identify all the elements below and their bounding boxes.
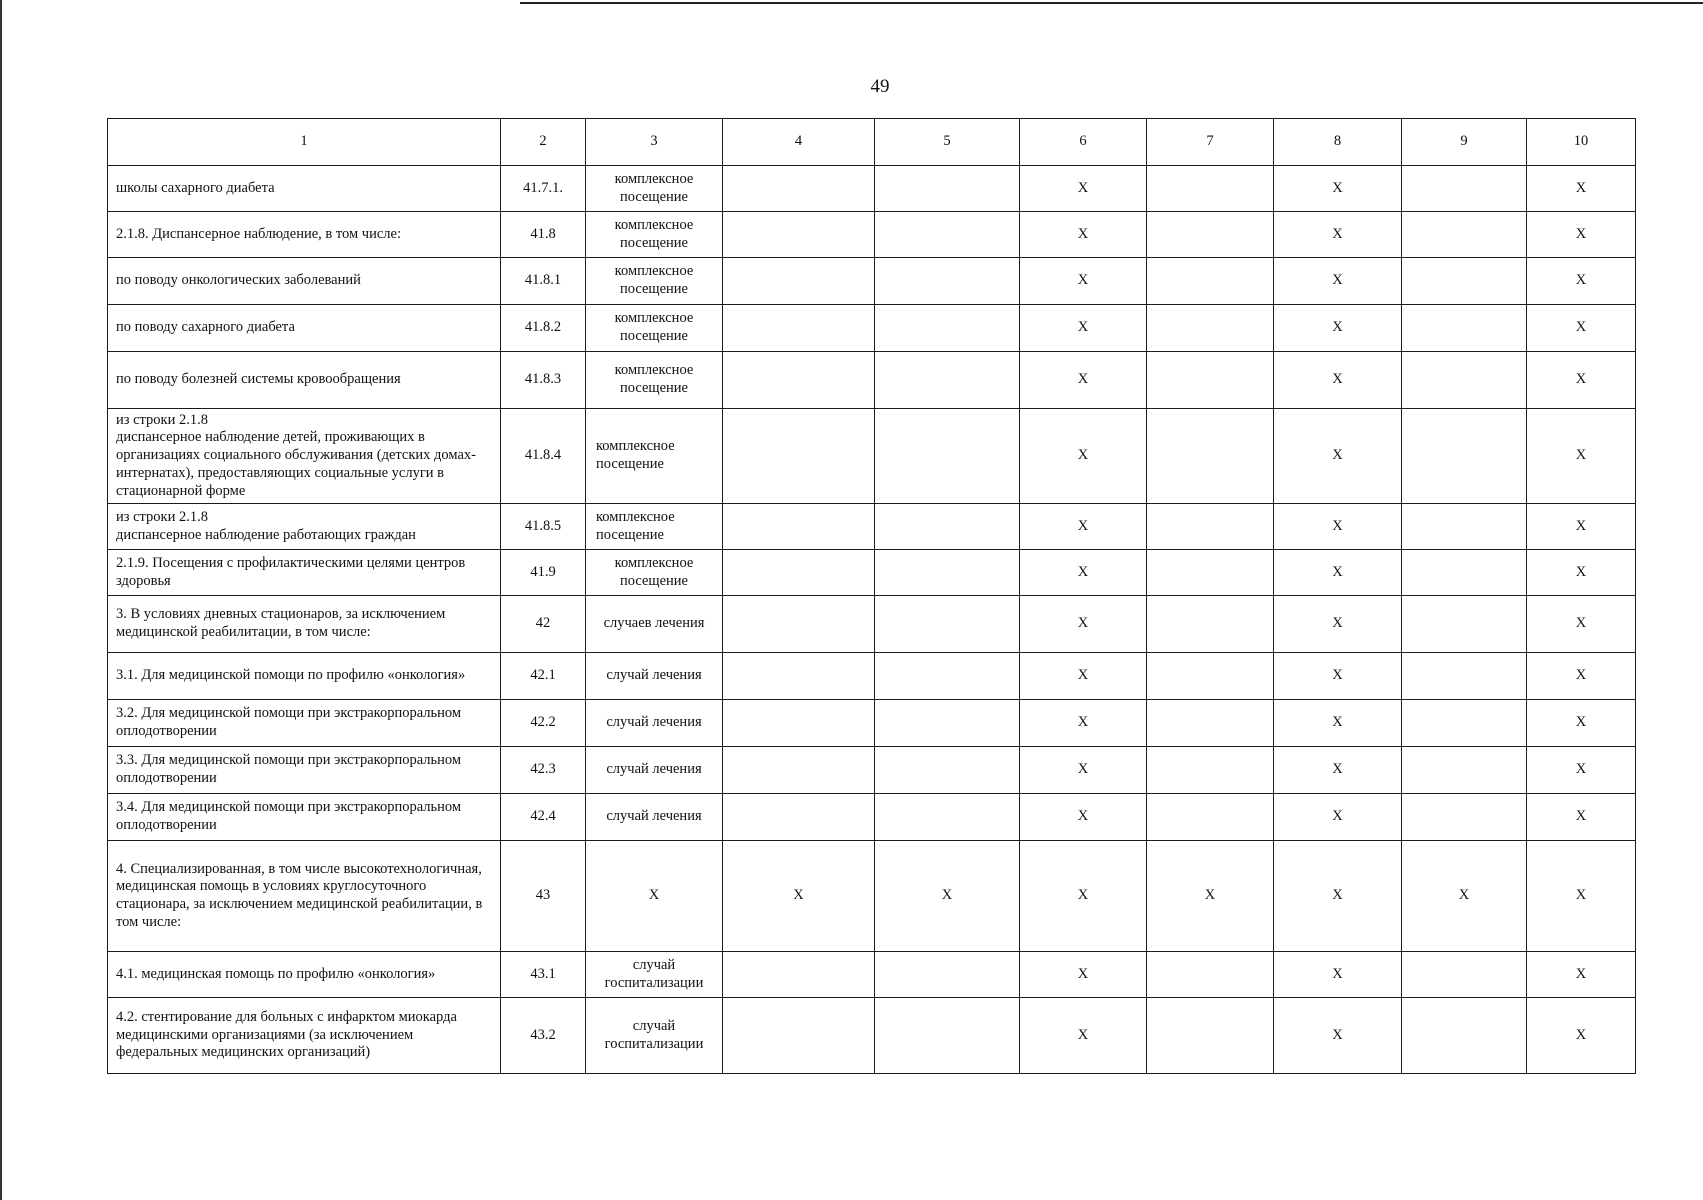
- table-row: [108, 166, 1636, 212]
- row-value-cell: X: [1274, 794, 1402, 841]
- row-value-cell: [1147, 794, 1274, 841]
- row-value-cell: [1402, 166, 1527, 212]
- row-value-cell: [1402, 998, 1527, 1074]
- row-value-cell: X: [1020, 352, 1147, 409]
- row-value-cell: X: [1527, 212, 1636, 258]
- row-unit-cell: случай лечения: [586, 747, 723, 794]
- table-row: [108, 212, 1636, 258]
- row-name-cell: 3. В условиях дневных стационаров, за исключением медицинской реабилитации, в том числе:: [108, 596, 501, 653]
- row-unit-cell: комплексное посещение: [586, 258, 723, 305]
- row-value-cell: [723, 504, 875, 550]
- row-value-cell: X: [1527, 550, 1636, 596]
- row-value-cell: X: [1020, 212, 1147, 258]
- row-value-cell: [1402, 305, 1527, 352]
- row-value-cell: X: [1020, 653, 1147, 700]
- row-value-cell: [1402, 952, 1527, 998]
- row-code-cell: 41.8.3: [501, 352, 586, 409]
- row-value-cell: X: [1020, 258, 1147, 305]
- row-value-cell: [1402, 212, 1527, 258]
- row-value-cell: [723, 212, 875, 258]
- row-value-cell: X: [1527, 841, 1636, 952]
- row-unit-cell: случай госпитализации: [586, 952, 723, 998]
- row-value-cell: [1402, 794, 1527, 841]
- row-code-cell: 42: [501, 596, 586, 653]
- row-name-cell: 4.1. медицинская помощь по профилю «онкология»: [108, 952, 501, 998]
- row-unit-cell: случай лечения: [586, 653, 723, 700]
- row-value-cell: [1147, 305, 1274, 352]
- row-value-cell: [723, 352, 875, 409]
- row-value-cell: X: [1020, 747, 1147, 794]
- row-name-cell: по поводу болезней системы кровообращения: [108, 352, 501, 409]
- row-value-cell: X: [1274, 998, 1402, 1074]
- row-value-cell: [1147, 212, 1274, 258]
- row-unit-cell: случай госпитализации: [586, 998, 723, 1074]
- row-unit-cell: комплексное посещение: [586, 212, 723, 258]
- row-value-cell: X: [1527, 952, 1636, 998]
- table-row: [108, 550, 1636, 596]
- row-value-cell: [875, 596, 1020, 653]
- row-value-cell: [1147, 998, 1274, 1074]
- row-name-cell: 4.2. стентирование для больных с инфарктом миокарда медицинскими организациями (за исключением федеральных медицинских организаций): [108, 998, 501, 1074]
- row-unit-cell: X: [586, 841, 723, 952]
- row-code-cell: 43.1: [501, 952, 586, 998]
- row-value-cell: X: [1402, 841, 1527, 952]
- row-value-cell: [1402, 352, 1527, 409]
- row-name-cell: 2.1.9. Посещения с профилактическими целями центров здоровья: [108, 550, 501, 596]
- header-cell: 1: [108, 119, 501, 166]
- data-table: [107, 118, 1636, 1074]
- row-value-cell: X: [1527, 794, 1636, 841]
- row-value-cell: [875, 550, 1020, 596]
- row-value-cell: X: [1527, 747, 1636, 794]
- row-value-cell: [875, 952, 1020, 998]
- row-value-cell: X: [1527, 409, 1636, 504]
- table-row: [108, 258, 1636, 305]
- header-cell: 3: [586, 119, 723, 166]
- row-value-cell: X: [1020, 504, 1147, 550]
- row-value-cell: X: [1527, 504, 1636, 550]
- table-row: [108, 952, 1636, 998]
- header-cell: 4: [723, 119, 875, 166]
- row-unit-cell: комплексное посещение: [586, 504, 723, 550]
- row-value-cell: [1402, 258, 1527, 305]
- table-row: [108, 305, 1636, 352]
- row-value-cell: X: [1020, 794, 1147, 841]
- row-value-cell: X: [1527, 653, 1636, 700]
- row-code-cell: 42.4: [501, 794, 586, 841]
- row-name-cell: из строки 2.1.8 диспансерное наблюдение детей, проживающих в организациях социального обслуживания (детских домах-интернатах), предоставляющих социальные услуги в стационарной форме: [108, 409, 501, 504]
- row-value-cell: X: [875, 841, 1020, 952]
- row-value-cell: [875, 747, 1020, 794]
- row-code-cell: 41.8: [501, 212, 586, 258]
- row-value-cell: [875, 700, 1020, 747]
- row-value-cell: [1147, 653, 1274, 700]
- row-value-cell: X: [1274, 504, 1402, 550]
- table-row: [108, 747, 1636, 794]
- row-name-cell: 3.2. Для медицинской помощи при экстракорпоральном оплодотворении: [108, 700, 501, 747]
- header-cell: 10: [1527, 119, 1636, 166]
- row-value-cell: X: [1274, 258, 1402, 305]
- row-value-cell: [1402, 409, 1527, 504]
- header-cell: 7: [1147, 119, 1274, 166]
- row-value-cell: X: [1274, 596, 1402, 653]
- row-value-cell: X: [1274, 841, 1402, 952]
- row-value-cell: [1147, 258, 1274, 305]
- scan-left-edge: [0, 0, 2, 1200]
- row-name-cell: 3.1. Для медицинской помощи по профилю «онкология»: [108, 653, 501, 700]
- table-row: [108, 653, 1636, 700]
- row-value-cell: X: [723, 841, 875, 952]
- row-code-cell: 41.8.1: [501, 258, 586, 305]
- table-row: [108, 794, 1636, 841]
- row-value-cell: X: [1274, 700, 1402, 747]
- header-cell: 9: [1402, 119, 1527, 166]
- table-row: [108, 504, 1636, 550]
- row-name-cell: школы сахарного диабета: [108, 166, 501, 212]
- table-row: [108, 409, 1636, 504]
- row-value-cell: [723, 409, 875, 504]
- row-value-cell: X: [1527, 166, 1636, 212]
- row-value-cell: X: [1527, 596, 1636, 653]
- row-value-cell: X: [1274, 212, 1402, 258]
- row-value-cell: [1402, 550, 1527, 596]
- table-row: [108, 841, 1636, 952]
- row-value-cell: [723, 747, 875, 794]
- row-value-cell: X: [1020, 166, 1147, 212]
- row-value-cell: [723, 952, 875, 998]
- row-code-cell: 41.9: [501, 550, 586, 596]
- row-value-cell: [723, 653, 875, 700]
- row-value-cell: X: [1020, 952, 1147, 998]
- row-code-cell: 41.8.2: [501, 305, 586, 352]
- row-value-cell: [1147, 409, 1274, 504]
- row-value-cell: [1147, 550, 1274, 596]
- row-value-cell: X: [1274, 747, 1402, 794]
- scan-top-rule: [520, 2, 1703, 4]
- row-name-cell: 2.1.8. Диспансерное наблюдение, в том числе:: [108, 212, 501, 258]
- row-value-cell: X: [1020, 998, 1147, 1074]
- row-value-cell: [1147, 166, 1274, 212]
- row-value-cell: X: [1527, 352, 1636, 409]
- row-value-cell: [875, 409, 1020, 504]
- row-value-cell: X: [1020, 596, 1147, 653]
- row-value-cell: [1147, 747, 1274, 794]
- row-unit-cell: случай лечения: [586, 794, 723, 841]
- row-value-cell: X: [1274, 550, 1402, 596]
- row-value-cell: X: [1527, 258, 1636, 305]
- row-code-cell: 41.8.5: [501, 504, 586, 550]
- row-code-cell: 42.2: [501, 700, 586, 747]
- header-cell: 5: [875, 119, 1020, 166]
- row-unit-cell: случаев лечения: [586, 596, 723, 653]
- row-value-cell: [723, 700, 875, 747]
- row-unit-cell: комплексное посещение: [586, 305, 723, 352]
- row-value-cell: X: [1274, 952, 1402, 998]
- row-value-cell: X: [1020, 841, 1147, 952]
- row-value-cell: X: [1274, 305, 1402, 352]
- row-unit-cell: комплексное посещение: [586, 352, 723, 409]
- row-value-cell: X: [1527, 305, 1636, 352]
- row-value-cell: [723, 998, 875, 1074]
- row-value-cell: X: [1020, 305, 1147, 352]
- row-code-cell: 43: [501, 841, 586, 952]
- table-row: [108, 596, 1636, 653]
- row-name-cell: по поводу сахарного диабета: [108, 305, 501, 352]
- row-unit-cell: комплексное посещение: [586, 550, 723, 596]
- row-value-cell: [875, 504, 1020, 550]
- row-value-cell: [1147, 596, 1274, 653]
- row-value-cell: [723, 166, 875, 212]
- row-name-cell: 4. Специализированная, в том числе высокотехнологичная, медицинская помощь в условиях круглосуточного стационара, за исключением медицинской реабилитации, в том числе:: [108, 841, 501, 952]
- header-cell: 2: [501, 119, 586, 166]
- table-row: [108, 352, 1636, 409]
- row-value-cell: [723, 258, 875, 305]
- row-value-cell: [723, 596, 875, 653]
- row-value-cell: [875, 166, 1020, 212]
- row-value-cell: X: [1274, 166, 1402, 212]
- header-row: [108, 119, 1636, 166]
- row-value-cell: [875, 305, 1020, 352]
- row-value-cell: [1147, 352, 1274, 409]
- row-value-cell: [1402, 504, 1527, 550]
- row-value-cell: [1402, 747, 1527, 794]
- row-value-cell: X: [1147, 841, 1274, 952]
- row-value-cell: [1402, 653, 1527, 700]
- row-code-cell: 41.7.1.: [501, 166, 586, 212]
- row-value-cell: [875, 258, 1020, 305]
- row-name-cell: 3.3. Для медицинской помощи при экстракорпоральном оплодотворении: [108, 747, 501, 794]
- header-cell: 6: [1020, 119, 1147, 166]
- row-code-cell: 42.3: [501, 747, 586, 794]
- row-value-cell: [875, 212, 1020, 258]
- row-value-cell: [723, 794, 875, 841]
- row-name-cell: из строки 2.1.8 диспансерное наблюдение работающих граждан: [108, 504, 501, 550]
- row-code-cell: 43.2: [501, 998, 586, 1074]
- header-cell: 8: [1274, 119, 1402, 166]
- row-value-cell: [875, 998, 1020, 1074]
- row-unit-cell: случай лечения: [586, 700, 723, 747]
- row-unit-cell: комплексное посещение: [586, 166, 723, 212]
- row-value-cell: X: [1274, 352, 1402, 409]
- row-value-cell: X: [1020, 550, 1147, 596]
- row-value-cell: X: [1020, 700, 1147, 747]
- row-value-cell: [723, 550, 875, 596]
- row-value-cell: X: [1274, 409, 1402, 504]
- row-value-cell: X: [1527, 998, 1636, 1074]
- table-row: [108, 998, 1636, 1074]
- row-unit-cell: комплексное посещение: [586, 409, 723, 504]
- row-value-cell: [1147, 952, 1274, 998]
- row-value-cell: [875, 794, 1020, 841]
- row-name-cell: по поводу онкологических заболеваний: [108, 258, 501, 305]
- page-number: 49: [870, 76, 890, 97]
- row-value-cell: [723, 305, 875, 352]
- row-value-cell: [1147, 700, 1274, 747]
- row-value-cell: X: [1020, 409, 1147, 504]
- row-name-cell: 3.4. Для медицинской помощи при экстракорпоральном оплодотворении: [108, 794, 501, 841]
- table-row: [108, 700, 1636, 747]
- row-value-cell: [875, 352, 1020, 409]
- row-code-cell: 41.8.4: [501, 409, 586, 504]
- row-value-cell: [1402, 596, 1527, 653]
- row-value-cell: [875, 653, 1020, 700]
- row-value-cell: [1402, 700, 1527, 747]
- row-value-cell: X: [1527, 700, 1636, 747]
- row-value-cell: X: [1274, 653, 1402, 700]
- row-value-cell: [1147, 504, 1274, 550]
- row-code-cell: 42.1: [501, 653, 586, 700]
